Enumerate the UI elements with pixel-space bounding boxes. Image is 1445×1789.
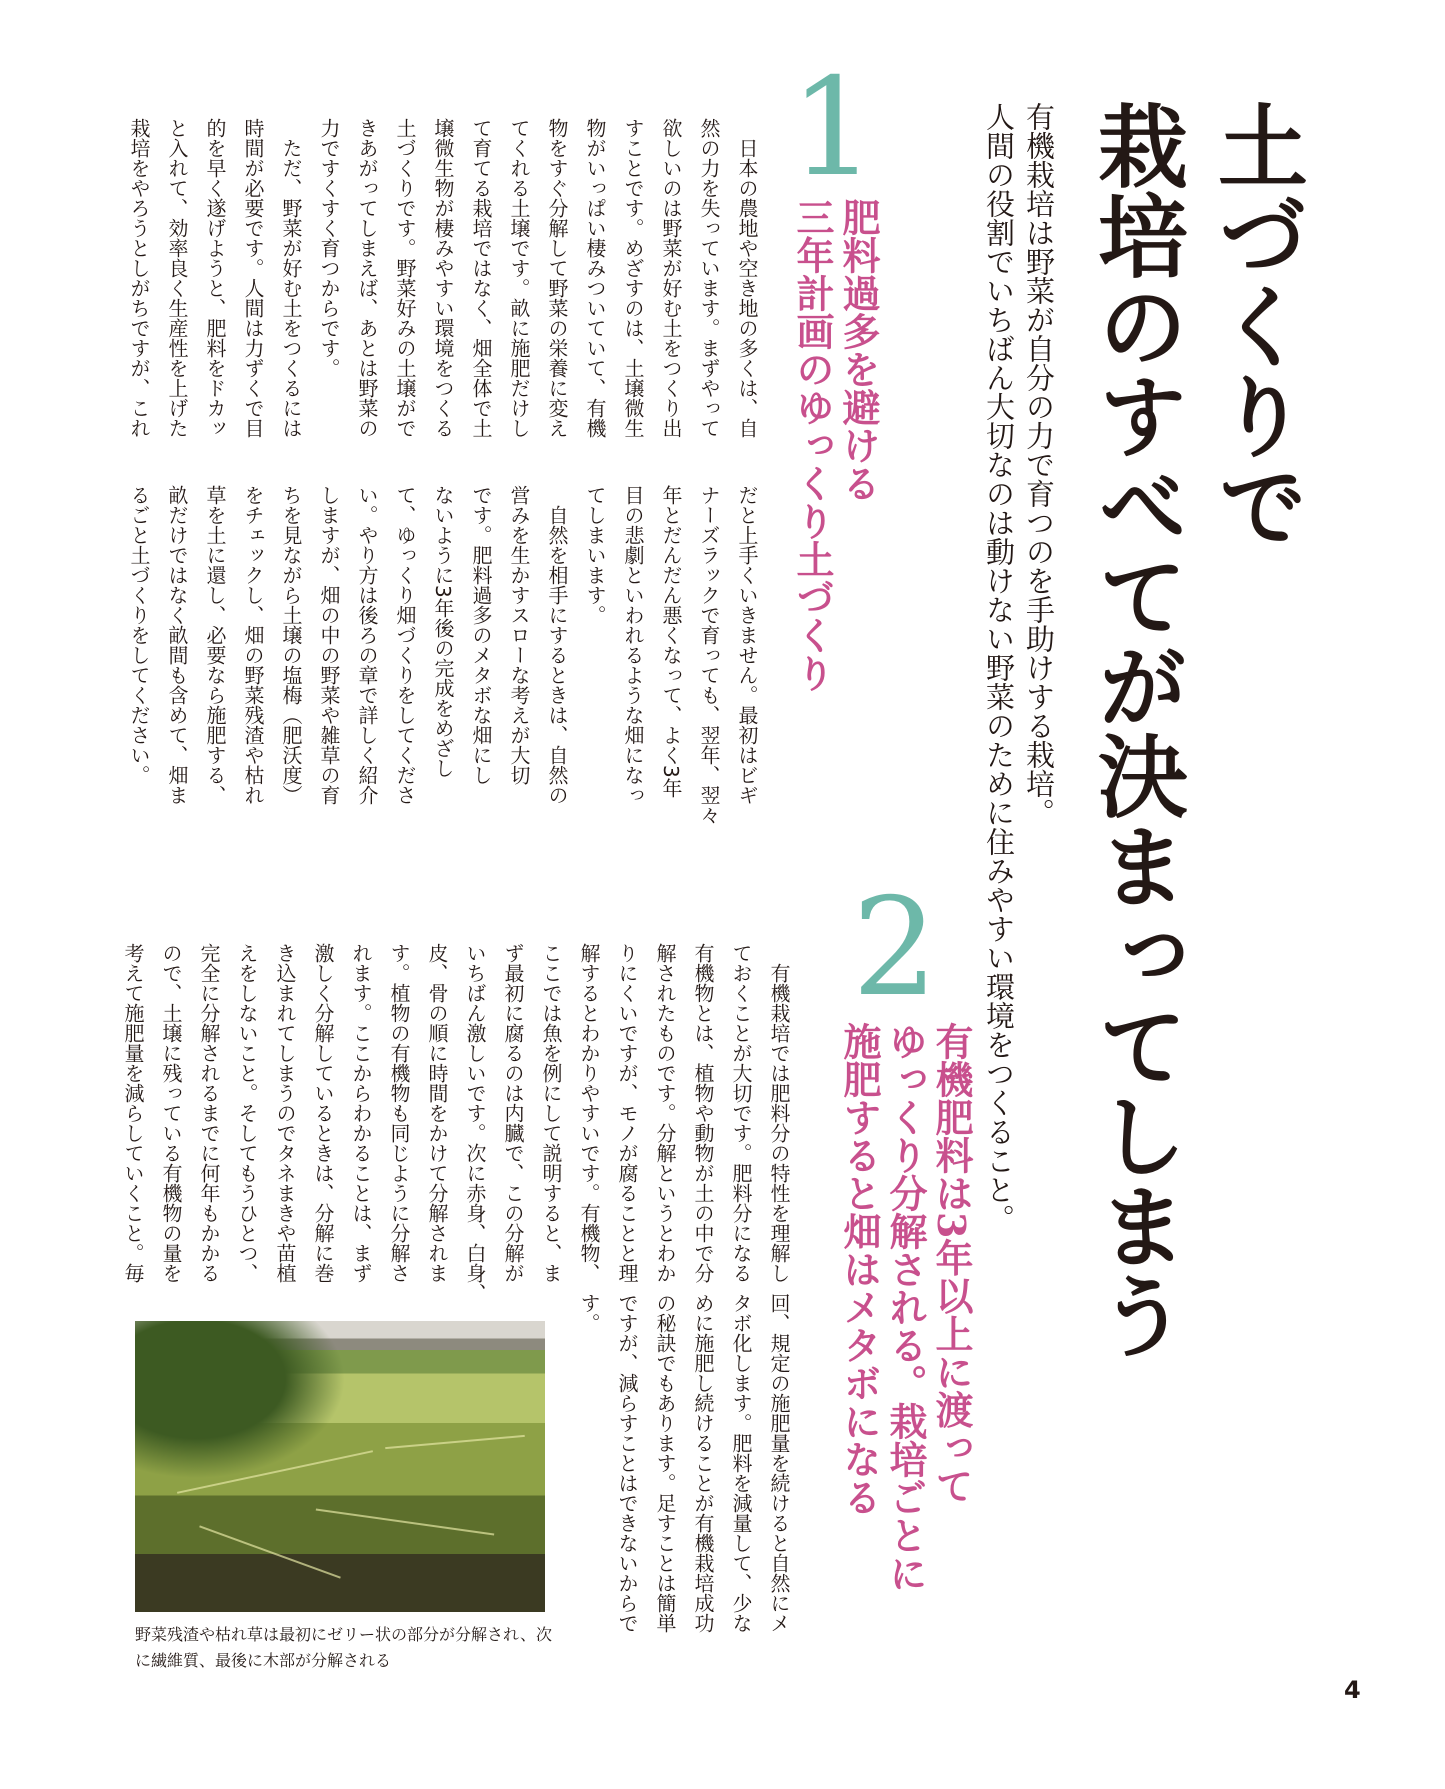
body-line: 然の力を失っています。まずやって <box>697 118 721 438</box>
heading-line: 三年計画のゆっくり土づくり <box>790 198 835 692</box>
body-line: ナーズラックで育っても、翌年、翌々 <box>697 485 721 825</box>
body-text-section-1-upper <box>120 118 766 438</box>
body-line: 考えて施肥量を減らしていくこと。毎 <box>121 943 145 1283</box>
body-line: 解するとわかりやすいです。有機物、 <box>577 943 601 1283</box>
body-line: いちばん激しいです。次に赤身、白身、 <box>463 943 487 1303</box>
body-line: 物がいっぱい棲みついていて、有機 <box>583 118 607 438</box>
section-2-heading <box>836 1022 974 1592</box>
body-line: 有機物とは、植物や動物が土の中で分 <box>691 943 715 1283</box>
page-number: 4 <box>1344 1676 1361 1704</box>
body-line: い。やり方は後ろの章で詳しく紹介 <box>355 485 379 805</box>
body-line: りにくいですが、モノが腐ることと理 <box>615 943 639 1283</box>
body-line: 回、規定の施肥量を続けると自然にメ <box>767 1293 791 1633</box>
body-line: 物をすぐ分解して野菜の栄養に変え <box>545 118 569 438</box>
section-number-2: 2 <box>852 869 938 1026</box>
body-line: 完全に分解されるまでに何年もかかる <box>197 943 221 1283</box>
body-line: ただ、野菜が好む土をつくるには <box>279 138 303 438</box>
body-line: だと上手くいきません。最初はビギ <box>735 485 759 805</box>
body-line: ておくことが大切です。肥料分になる <box>729 943 753 1283</box>
lead-line: 有機栽培は野菜が自分の力で育つのを手助けする栽培。 <box>1022 102 1056 827</box>
body-line: す。 <box>577 1293 601 1333</box>
body-line: き込まれてしまうのでタネまきや苗植 <box>273 943 297 1283</box>
body-line: 時間が必要です。人間は力ずくで目 <box>241 118 265 438</box>
body-line: 欲しいのは野菜が好む土をつくり出 <box>659 118 683 438</box>
body-line: をチェックし、畑の野菜残渣や枯れ <box>241 485 265 805</box>
body-line: 目の悲劇といわれるような畑になっ <box>621 485 645 805</box>
body-line: てくれる土壌です。畝に施肥だけし <box>507 118 531 438</box>
body-line: るごと土づくりをしてください。 <box>127 485 151 785</box>
body-line: 解されたものです。分解というとわか <box>653 943 677 1283</box>
body-line: 有機栽培では肥料分の特性を理解し <box>767 963 791 1283</box>
photo-caption: 野菜残渣や枯れ草は最初にゼリー状の部分が分解され、次に繊維質、最後に木部が分解される <box>135 1625 552 1670</box>
body-line: きあがってしまえば、あとは野菜の <box>355 118 379 438</box>
body-line: 皮、骨の順に時間をかけて分解されま <box>425 943 449 1283</box>
lead-line: 人間の役割でいちばん大切なのは動けない野菜のために住みやすい環境をつくること。 <box>982 102 1016 1233</box>
heading-line: ゆっくり分解される。栽培ごとに <box>883 1022 928 1592</box>
body-text-section-2-lower <box>570 1293 798 1633</box>
body-line: 日本の農地や空き地の多くは、自 <box>735 138 759 438</box>
lead-text <box>979 102 1059 1233</box>
section-number-1: 1 <box>790 49 876 206</box>
body-line: めに施肥し続けることが有機栽培成功 <box>691 1293 715 1633</box>
body-line: てしまいます。 <box>583 485 607 625</box>
body-line: です。肥料過多のメタボな畑にし <box>469 485 493 785</box>
body-line: 栽培をやろうとしがちですが、これ <box>127 118 151 438</box>
section-1-heading <box>789 198 881 692</box>
body-line: れます。ここからわかることは、まず <box>349 943 373 1283</box>
body-line: えをしないこと。そしてもうひとつ、 <box>235 943 259 1283</box>
body-line: 年とだんだん悪くなって、よく3年 <box>659 485 683 798</box>
page-title <box>1075 100 1315 1360</box>
body-line: ないように3年後の完成をめざし <box>431 485 455 778</box>
title-line: 栽培のすべてが決まってしまう <box>1082 100 1188 1360</box>
heading-line: 有機肥料は3年以上に渡って <box>929 1022 974 1505</box>
body-line: ので、土壌に残っている有機物の量を <box>159 943 183 1283</box>
body-line: 力ですくすく育つからです。 <box>317 118 341 378</box>
body-line: タボ化します。肥料を減量して、少な <box>729 1293 753 1633</box>
body-text-section-2-upper <box>114 943 798 1303</box>
body-line: 激しく分解しているときは、分解に巻 <box>311 943 335 1283</box>
body-line: すことです。めざすのは、土壌微生 <box>621 118 645 438</box>
body-line: 畝だけではなく畝間も含めて、畑ま <box>165 485 189 805</box>
body-line: 壌微生物が棲みやすい環境をつくる <box>431 118 455 438</box>
heading-line: 施肥すると畑はメタボになる <box>837 1022 882 1516</box>
heading-line: 肥料過多を避ける <box>836 198 881 502</box>
body-line: 自然を相手にするときは、自然の <box>545 505 569 805</box>
body-text-section-1-lower <box>120 485 766 825</box>
title-line: 土づくりで <box>1202 100 1308 550</box>
body-line: 営みを生かすスローな考えが大切 <box>507 485 531 785</box>
body-line: の秘訣でもあります。足すことは簡単 <box>653 1293 677 1633</box>
body-line: と入れて、効率良く生産性を上げた <box>165 118 189 438</box>
body-line: ちを見ながら土壌の塩梅（肥沃度） <box>279 485 303 805</box>
body-line: て、ゆっくり畑づくりをしてくださ <box>393 485 417 805</box>
field-photo <box>135 1321 545 1612</box>
body-line: ず最初に腐るのは内臓で、この分解が <box>501 943 525 1283</box>
body-line: 的を早く遂げようと、肥料をドカッ <box>203 118 227 438</box>
body-line: 土づくりです。野菜好みの土壌がで <box>393 118 417 438</box>
body-line: しますが、畑の中の野菜や雑草の育 <box>317 485 341 805</box>
body-line: す。植物の有機物も同じように分解さ <box>387 943 411 1283</box>
body-line: て育てる栽培ではなく、畑全体で土 <box>469 118 493 438</box>
body-line: ここでは魚を例にして説明すると、ま <box>539 943 563 1283</box>
body-line: 草を土に還し、必要なら施肥する、 <box>203 485 227 805</box>
body-line: ですが、減らすことはできないからで <box>615 1293 639 1633</box>
